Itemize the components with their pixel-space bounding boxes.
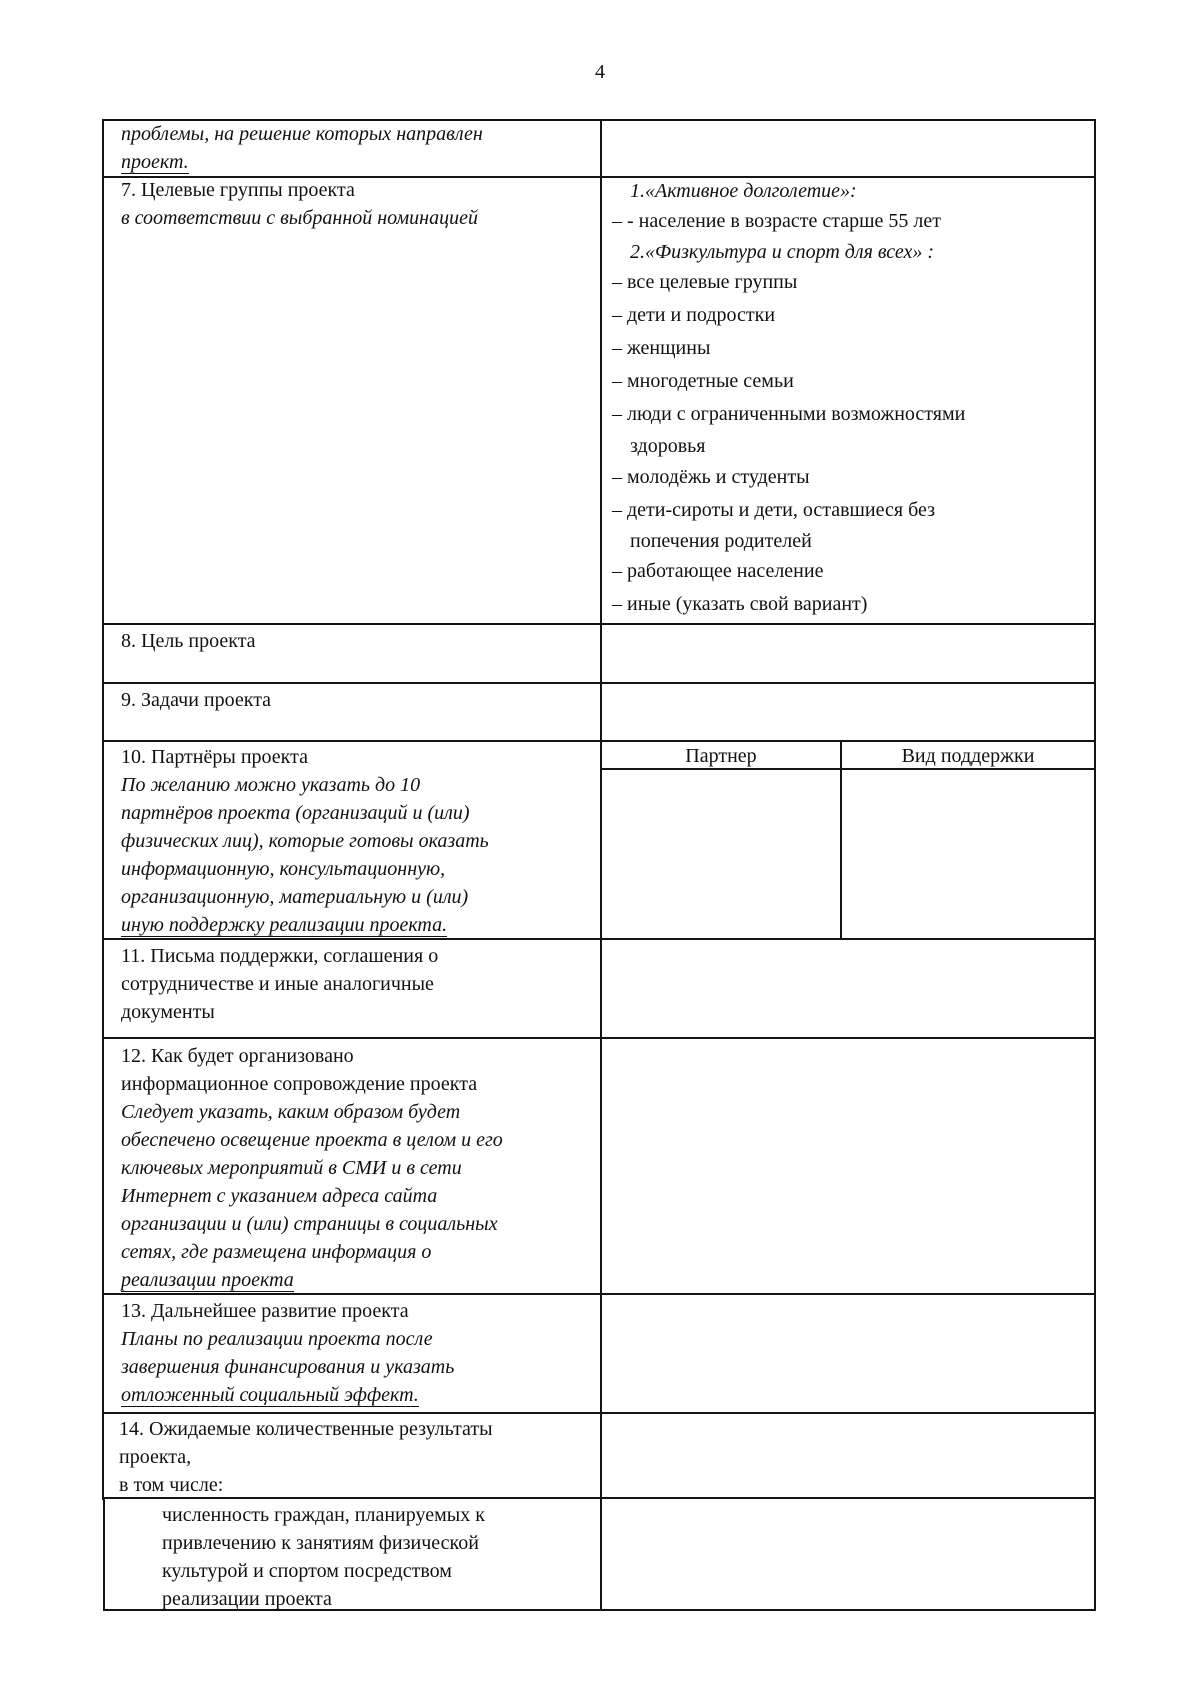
column-divider	[600, 120, 602, 1610]
row-10-partners-label: 10. Партнёры проекта По желанию можно указать до 10 партнёров проекта (организаций и (или) физических лиц), которые готовы оказать информационную, консультационную, организационную, материальную и (или) иную поддержку реализации проекта.	[121, 743, 591, 939]
row-11-support-letters-label: 11. Письма поддержки, соглашения о сотрудничестве и иные аналогичные документы	[121, 945, 439, 1023]
row-7-target-groups-label	[121, 176, 591, 232]
row-line	[102, 1037, 1096, 1039]
partner-column-header: Партнер	[685, 745, 757, 767]
page-number: 4	[595, 61, 605, 83]
row-13-further-development-label: 13. Дальнейшее развитие проекта Планы по реализации проекта после завершения финансирования и указать отложенный социальный эффект.	[121, 1300, 455, 1406]
row-10-title: 10. Партнёры проекта	[121, 746, 308, 768]
row-line	[102, 623, 1096, 625]
partner-support-divider	[840, 740, 842, 940]
row-line	[102, 1412, 1096, 1414]
table-border-left-bottom	[103, 1498, 105, 1610]
table-border-right	[1094, 120, 1096, 1610]
row-8-goal-label: 8. Цель проекта	[121, 630, 256, 652]
row-14a-participants-count-label: численность граждан, планируемых к привлечению к занятиям физической культурой и спортом посредством реализации проекта	[162, 1504, 485, 1610]
row-9-tasks-label: 9. Задачи проекта	[121, 689, 272, 711]
row-7-title: 7. Целевые группы проекта	[121, 179, 355, 201]
row-line	[102, 682, 1096, 684]
row-12-info-support-label: 12. Как будет организовано информационное сопровождение проекта Следует указать, каким образом будет обеспечено освещение проекта в целом и его ключевых мероприятий в СМИ и в сети Интернет с указанием адреса сайта организации и (или) страницы в социальных сетях, где размещена информация о реализации проекта	[121, 1045, 503, 1291]
support-type-column-header: Вид поддержки	[901, 745, 1035, 767]
row-14-expected-results-label: 14. Ожидаемые количественные результаты проекта, в том числе:	[119, 1418, 493, 1496]
row-7-hint: в соответствии с выбранной номинацией	[121, 207, 478, 229]
row-6-problem-text: проблемы, на решение которых направлен проект.	[121, 123, 483, 173]
